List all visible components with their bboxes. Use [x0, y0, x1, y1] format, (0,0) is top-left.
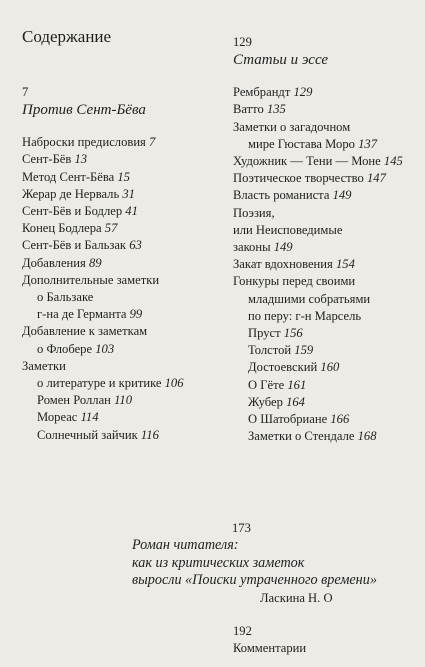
toc-entry	[233, 273, 423, 290]
toc-entry-title: о Бальзаке	[37, 290, 94, 305]
toc-entry-title: Мореас	[37, 410, 81, 425]
toc-entry-page: 161	[287, 377, 307, 392]
toc-entry-page: 116	[140, 427, 159, 442]
section-page-number: 129	[233, 35, 252, 49]
toc-entry-page: 156	[283, 326, 303, 341]
toc-entry	[233, 136, 423, 153]
toc-entry	[22, 323, 217, 340]
section-page-number: 192	[233, 624, 252, 638]
toc-entry-page: 99	[129, 307, 143, 322]
toc-entry-page: 13	[74, 152, 88, 167]
toc-entry-title: Поэтическое творчество	[233, 171, 367, 186]
toc-entry-title: или Неисповедимые	[233, 222, 343, 237]
toc-entry-page: 168	[357, 429, 377, 444]
toc-entry-page: 63	[129, 238, 142, 253]
section-page-number: 7	[22, 85, 29, 99]
toc-entry-title: Рембрандт	[233, 85, 294, 100]
section-against-sainte-beuve	[22, 84, 217, 444]
toc-entry	[233, 187, 423, 204]
toc-entry	[22, 169, 217, 186]
toc-entry-page: 135	[266, 102, 286, 117]
toc-entry-title: о Флобере	[37, 341, 96, 356]
toc-entry	[233, 101, 423, 118]
toc-entry-page: 149	[332, 188, 352, 203]
toc-entry-page: 57	[104, 221, 118, 236]
toc-entry-title: Толстой	[248, 343, 295, 358]
toc-entry-page: 15	[117, 169, 130, 184]
toc-entry	[22, 358, 217, 375]
toc-entry-page: 137	[358, 136, 377, 151]
toc-entry	[233, 170, 423, 187]
toc-entry-title: мире Гюстава Моро	[248, 136, 359, 151]
toc-entry	[22, 341, 217, 358]
toc-entry-title: Жубер	[248, 394, 287, 409]
toc-entry-title: Ватто	[233, 102, 267, 117]
toc-entry	[22, 255, 217, 272]
toc-entry	[22, 306, 217, 323]
toc-entry-page: 89	[88, 255, 102, 270]
toc-entry-title: Художник — Тени — Моне	[233, 154, 384, 169]
toc-entry	[22, 220, 217, 237]
toc-entry-page: 149	[273, 240, 293, 255]
toc-entry	[22, 409, 217, 426]
toc-entry-page: 160	[320, 360, 340, 375]
toc-entry	[22, 186, 217, 203]
toc-entry-title: Гонкуры перед своими	[233, 274, 356, 289]
toc-entry-page: 103	[95, 341, 115, 356]
toc-entry	[233, 153, 423, 170]
toc-entry-title: Власть романиста	[233, 188, 333, 203]
toc-entry	[233, 84, 423, 101]
section-title: Комментарии	[233, 641, 307, 656]
section-title-line: как из критических заметок	[132, 554, 305, 571]
toc-entry-title: Закат вдохновения	[233, 257, 336, 272]
toc-entry	[233, 308, 423, 325]
toc-entry	[233, 325, 423, 342]
toc-entry-page: 31	[122, 186, 135, 201]
toc-entry-title: Заметки о загадочном	[233, 119, 351, 134]
toc-entry	[233, 342, 423, 359]
toc-entry-page: 159	[294, 343, 314, 358]
toc-entry-title: Метод Сент-Бёва	[22, 169, 118, 184]
toc-entry-title: Заметки	[22, 358, 66, 373]
toc-entry-page: 129	[293, 85, 313, 100]
toc-entry	[233, 291, 423, 308]
toc-entry-page: 166	[330, 412, 350, 427]
toc-entry-title: Дополнительные заметки	[22, 272, 160, 287]
toc-entry	[233, 119, 423, 136]
toc-entry	[22, 289, 217, 306]
toc-entry	[22, 151, 217, 168]
toc-entry-title: О Шатобриане	[248, 412, 331, 427]
toc-entry-title: Достоевский	[248, 360, 321, 375]
toc-entry	[233, 377, 423, 394]
toc-entry	[233, 205, 423, 222]
toc-entry-title: Наброски предисловия	[22, 135, 150, 150]
toc-entry-title: О Гёте	[248, 377, 288, 392]
toc-entry-title: Солнечный зайчик	[37, 427, 141, 442]
toc-list	[233, 84, 423, 445]
toc-entry-title: по перу: г-н Марсель	[248, 308, 362, 323]
toc-entry	[22, 375, 217, 392]
toc-entry	[22, 237, 217, 254]
toc-entry	[233, 411, 423, 428]
toc-entry-title: Поэзия,	[233, 205, 275, 220]
toc-entry	[22, 203, 217, 220]
toc-entry	[22, 134, 217, 151]
section-page-number: 173	[232, 521, 251, 535]
toc-entry	[233, 239, 423, 256]
toc-entry	[233, 394, 423, 411]
toc-entry-title: младшими собратьями	[248, 291, 371, 306]
toc-entry	[22, 272, 217, 289]
toc-entry-title: Конец Бодлера	[22, 221, 105, 236]
toc-entry	[22, 392, 217, 409]
toc-entry-title: о литературе и критике	[37, 376, 165, 391]
toc-entry-page: 154	[335, 257, 355, 272]
toc-entry-title: Сент-Бёв и Бодлер	[22, 204, 126, 219]
toc-entry-title: Заметки о Стендале	[248, 429, 358, 444]
toc-entry	[233, 256, 423, 273]
section-title: Статьи и эссе	[233, 52, 329, 69]
section-articles-essays	[233, 34, 423, 445]
toc-entry-title: Сент-Бёв	[22, 152, 75, 167]
toc-entry-page: 147	[366, 171, 386, 186]
section-reader-novel	[132, 520, 422, 607]
toc-entry	[233, 222, 423, 239]
toc-entry-title: Добавление к заметкам	[22, 324, 148, 339]
toc-entry-title: Добавления	[22, 255, 89, 270]
toc-entry-title: законы	[233, 240, 274, 255]
section-comments	[233, 623, 306, 657]
toc-entry-page: 145	[383, 154, 403, 169]
toc-entry-page: 41	[125, 204, 138, 219]
page-title: Содержание	[22, 27, 112, 46]
toc-entry-title: Жерар де Нерваль	[22, 186, 123, 201]
section-title: Против Сент-Бёва	[22, 102, 146, 119]
toc-entry-title: Ромен Роллан	[37, 393, 115, 408]
section-title-line: выросли «Поиски утраченного времени»	[132, 572, 377, 589]
toc-entry-title: Сент-Бёв и Бальзак	[22, 238, 130, 253]
toc-entry	[22, 427, 217, 444]
toc-entry-page: 110	[114, 393, 133, 408]
toc-entry-page: 114	[80, 410, 99, 425]
toc-entry-page: 106	[164, 376, 184, 391]
section-author: Ласкина Н. О	[260, 590, 333, 605]
toc-entry-page: 7	[149, 135, 156, 150]
toc-entry-title: Пруст	[248, 326, 284, 341]
toc-entry-title: г-на де Германта	[37, 307, 130, 322]
toc-entry-page: 164	[286, 394, 305, 409]
toc-entry	[233, 359, 423, 376]
toc-list	[22, 134, 217, 444]
toc-entry	[233, 428, 423, 445]
section-title-line: Роман читателя:	[132, 537, 239, 554]
